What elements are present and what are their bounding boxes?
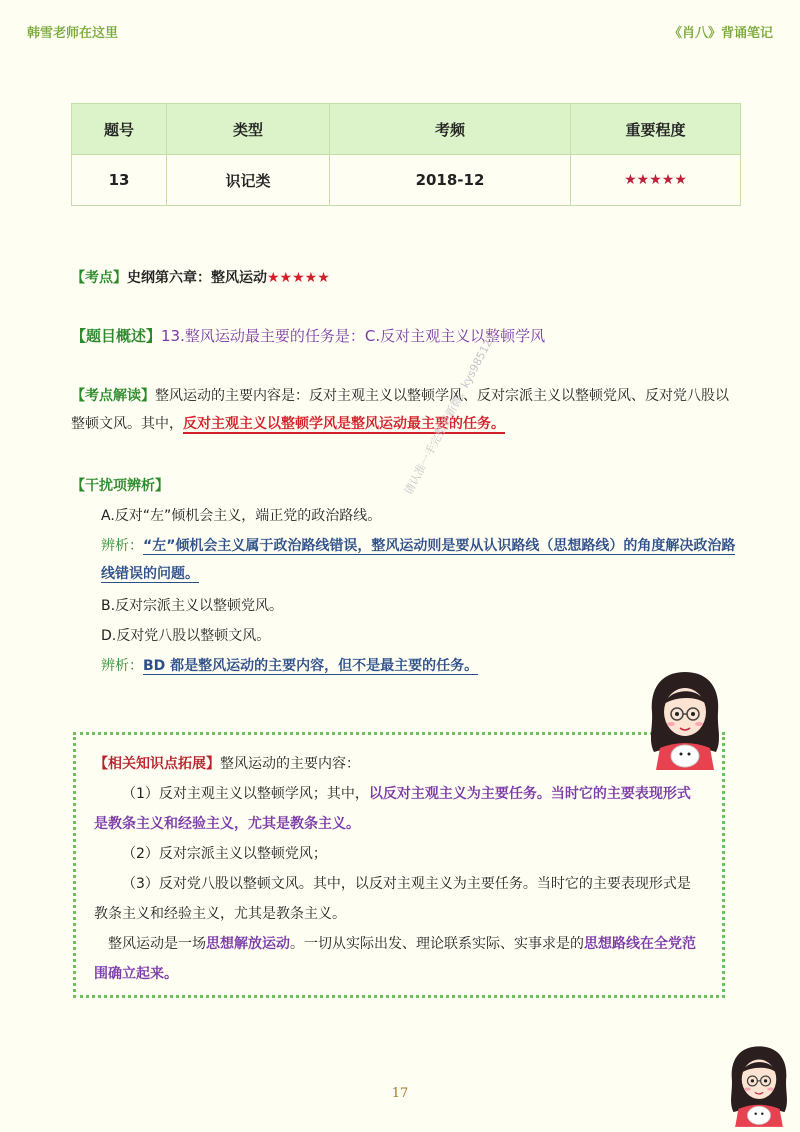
summary-line: [71, 322, 741, 350]
summary-bold-1: 思想解放运动: [206, 936, 290, 952]
extension-intro: 整风运动的主要内容：: [220, 756, 360, 772]
table-header-row: [72, 104, 741, 155]
table-row: [72, 155, 741, 206]
summary-tag: 【题目概述】: [71, 327, 162, 345]
cell-importance-stars: ★★★★★: [571, 155, 741, 206]
cell-type: 识记类: [167, 155, 330, 206]
option-d: D.反对党八股以整顿文风。: [101, 628, 271, 644]
col-header-number: 题号: [72, 104, 167, 155]
summary-plain-1: 整风运动是一场: [108, 936, 206, 952]
extension-item-1: [94, 779, 704, 839]
summary-text: 13.整风运动最主要的任务是：C.反对主观主义以整顿学风: [161, 327, 546, 345]
question-info-table: [71, 103, 741, 206]
extension-box: [73, 732, 725, 998]
analysis-label-1: 辨析：: [101, 538, 143, 554]
item1-bold: 以反对主观主义为主要任务。当时它的主要表现形式是教条主义和经验主义，尤其是教条主义。: [94, 786, 691, 832]
kaodian-stars: ★★★★★: [267, 270, 330, 286]
option-b: B.反对宗派主义以整顿党风。: [101, 598, 284, 614]
analysis-text-2: BD 都是整风运动的主要内容，但不是最主要的任务。: [143, 658, 479, 674]
extension-item-3: （3）反对党八股以整顿文风。其中，以反对主观主义为主要任务。当时它的主要表现形式是教条主义和经验主义，尤其是教条主义。: [94, 876, 691, 922]
header-author: 韩雪老师在这里: [27, 26, 119, 41]
option-a: A.反对“左”倾机会主义，端正党的政治路线。: [101, 508, 382, 524]
col-header-importance: 重要程度: [571, 104, 741, 155]
col-header-frequency: 考频: [330, 104, 571, 155]
page-number: 17: [391, 1086, 409, 1101]
distractor-section: [71, 472, 741, 680]
kaodian-line: [71, 264, 741, 292]
interp-text: 整风运动的主要内容是：反对主观主义以整顿学风、反对宗派主义以整顿党风、反对党八股以整顿文风。其中，: [71, 388, 729, 432]
watermark-text: 请认准一手完整更新微：kys985121: [401, 330, 499, 498]
extension-intro-line: [94, 749, 704, 779]
cell-number: 13: [72, 155, 167, 206]
teacher-cartoon-small-icon: [722, 1042, 796, 1128]
interp-tag: 【考点解读】: [71, 388, 155, 404]
col-header-type: 类型: [167, 104, 330, 155]
cell-frequency: 2018-12: [330, 155, 571, 206]
kaodian-text: 史纲第六章：整风运动: [127, 270, 267, 286]
summary-plain-2: 。一切从实际出发、理论联系实际、实事求是的: [290, 936, 584, 952]
extension-item-2: （2）反对宗派主义以整顿党风；: [122, 846, 327, 862]
distract-tag: 【干扰项辨析】: [71, 478, 169, 494]
analysis-text-1: “左”倾机会主义属于政治路线错误，整风运动则是要从认识路线（思想路线）的角度解决政治路线错误的问题。: [101, 538, 736, 582]
kaodian-tag: 【考点】: [71, 270, 127, 286]
teacher-cartoon-icon: [640, 668, 730, 770]
summary-bold-2: 思想路线在全党范围确立起来。: [94, 936, 696, 982]
analysis-1: [71, 532, 741, 588]
interpretation-paragraph: [71, 382, 741, 438]
extension-tag: 【相关知识点拓展】: [94, 756, 220, 772]
item1-plain: （1）反对主观主义以整顿学风；其中，: [122, 786, 369, 802]
analysis-label-2: 辨析：: [101, 658, 143, 674]
interp-highlight: 反对主观主义以整顿学风是整风运动最主要的任务。: [183, 416, 505, 432]
extension-summary: [94, 929, 704, 989]
header-book-title: 《肖八》背诵笔记: [668, 26, 773, 41]
